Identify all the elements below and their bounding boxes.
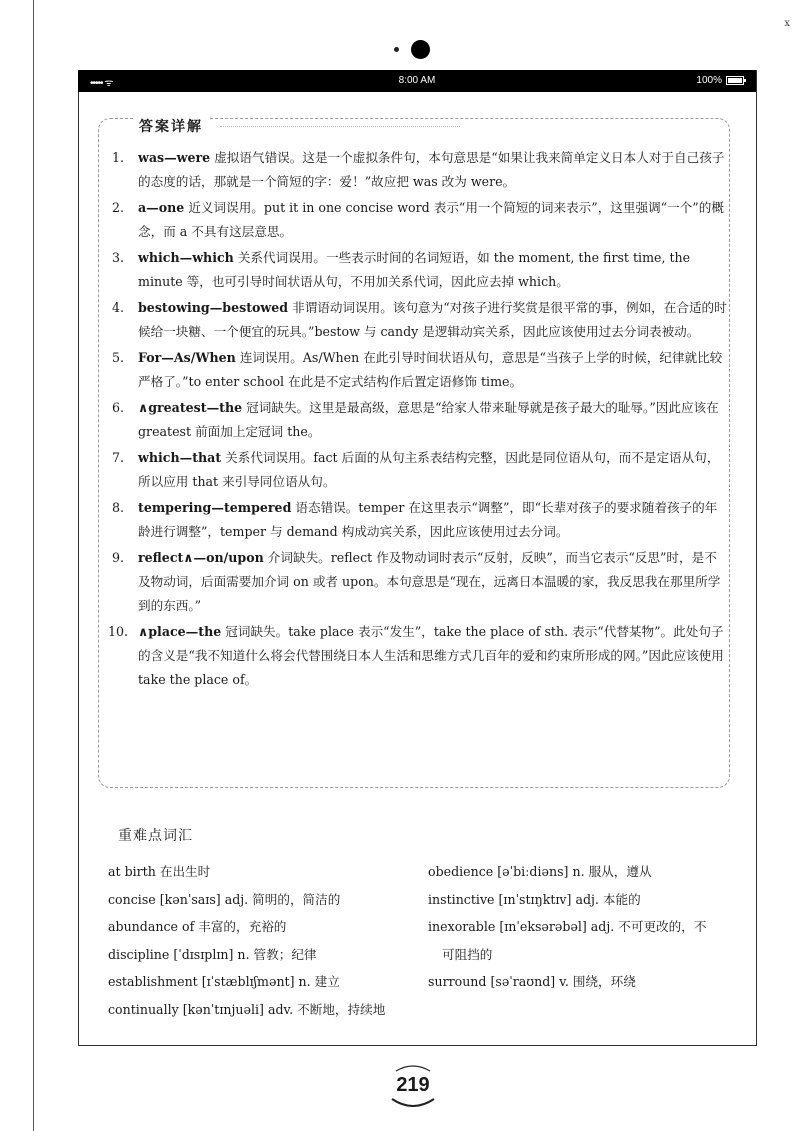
answer-item: 6. ∧greatest—the 冠词缺失。这里是最高级，意思是“给家人带来耻辱就是孩子最大的耻辱。”因此应该在 greatest 前面加上定冠词 the。	[112, 400, 719, 439]
battery-percent: 100%	[696, 75, 722, 86]
vocab-entry: obedience [əˈbiːdiəns] n. 服从，遵从	[428, 864, 652, 879]
vocab-entry: at birth 在出生时	[108, 864, 211, 879]
status-time: 8:00 AM	[398, 75, 436, 86]
vocab-entry: instinctive [ɪnˈstɪŋktɪv] adj. 本能的	[428, 891, 641, 907]
answer-item: 3. which—which 关系代词误用。一些表示时间的名词短语，如 the moment, the first time, the minute 等，也可引导时间状语从句，不用加关系代词，因此应去掉 which。	[112, 250, 691, 289]
answer-item: 7. which—that 关系代词误用。fact 后面的从句主系表结构完整，因此是同位语从句，而不是定语从句，所以应用 that 来引导同位语从句。	[112, 450, 720, 489]
battery-icon	[726, 76, 744, 85]
answer-item: 2. a—one 近义词误用。put it in one concise word 表示“用一个简短的词来表示”，这里强调“一个”的概念，而 a 不具有这层意思。	[112, 200, 724, 239]
answer-item: 9. reflect∧—on/upon 介词缺失。reflect 作及物动词时表示“反射，反映”，而当它表示“反思”时，是不及物动词，后面需要加介词 on 或者 upon。本句意思是“现在，远离日本温暖的家，我反思我在那里所学到的东西。”	[112, 550, 721, 613]
answer-item: 10. ∧place—the 冠词缺失。take place 表示“发生”，take the place of sth. 表示“代替某物”。此处句子的含义是“我不知道什么将会代替围绕日本人生活和思维方式几百年的爱和约束所形成的网。”因此应该使用 take the place of。	[108, 624, 724, 687]
answer-item: 1. was—were 虚拟语气错误。这是一个虚拟条件句，本句意思是“如果让我来简单定义日本人对于自己孩子的态度的话，那就是一个简短的字：爱！”故应把 was 改为 were。	[112, 150, 725, 189]
answer-item: 4. bestowing—bestowed 非谓语动词误用。该句意为“对孩子进行奖赏是很平常的事，例如，在合适的时候给一块糖、一个便宜的玩具。”bestow 与 candy 是逻辑动宾关系，因此应该使用过去分词表被动。	[112, 300, 727, 339]
vocab-entry: surround [səˈraʊnd] v. 围绕，环绕	[428, 974, 636, 989]
vocabulary-list-right	[428, 858, 738, 996]
vocab-entry: inexorable [ɪnˈeksərəbəl] adj. 不可更改的，不	[428, 919, 707, 934]
title-divider	[220, 126, 460, 128]
page-number-text: 219	[396, 1074, 430, 1096]
answer-item: 8. tempering—tempered 语态错误。temper 在这里表示“调整”，即“长辈对孩子的要求随着孩子的年龄进行调整”，temper 与 demand 构成动宾关系，因此应该使用过去分词。	[112, 500, 718, 539]
battery-status	[696, 75, 744, 86]
page-number	[380, 1063, 446, 1107]
vocab-entry: establishment [ɪˈstæblɪʃmənt] n. 建立	[108, 974, 340, 989]
vocab-entry-continuation: 可阻挡的	[442, 946, 493, 962]
vocab-entry: continually [kənˈtɪnjuəli] adv. 不断地，持续地	[108, 1001, 386, 1017]
vocabulary-title: 重难点词汇	[118, 828, 193, 844]
status-bar	[78, 70, 756, 92]
page-binding-line	[33, 0, 34, 1131]
answer-list	[108, 146, 728, 694]
answer-item: 5. For—As/When 连词误用。As/When 在此引导时间状语从句，意思是“当孩子上学的时候，纪律就比较严格了。”to enter school 在此是不定式结构作后置定语修饰 time。	[112, 350, 723, 389]
camera-icon	[411, 40, 430, 59]
answer-section-title: 答案详解	[133, 116, 209, 136]
corner-mark: x	[784, 18, 790, 29]
camera-sensor-icon	[394, 47, 399, 52]
signal-indicator: ••••• ᯤ	[90, 78, 113, 89]
vocab-entry: abundance of 丰富的，充裕的	[108, 919, 287, 934]
vocab-entry: concise [kənˈsaɪs] adj. 简明的，简洁的	[108, 891, 341, 907]
vocabulary-list-left	[108, 858, 428, 1023]
vocab-entry: discipline [ˈdɪsɪplɪn] n. 管教；纪律	[108, 946, 317, 962]
